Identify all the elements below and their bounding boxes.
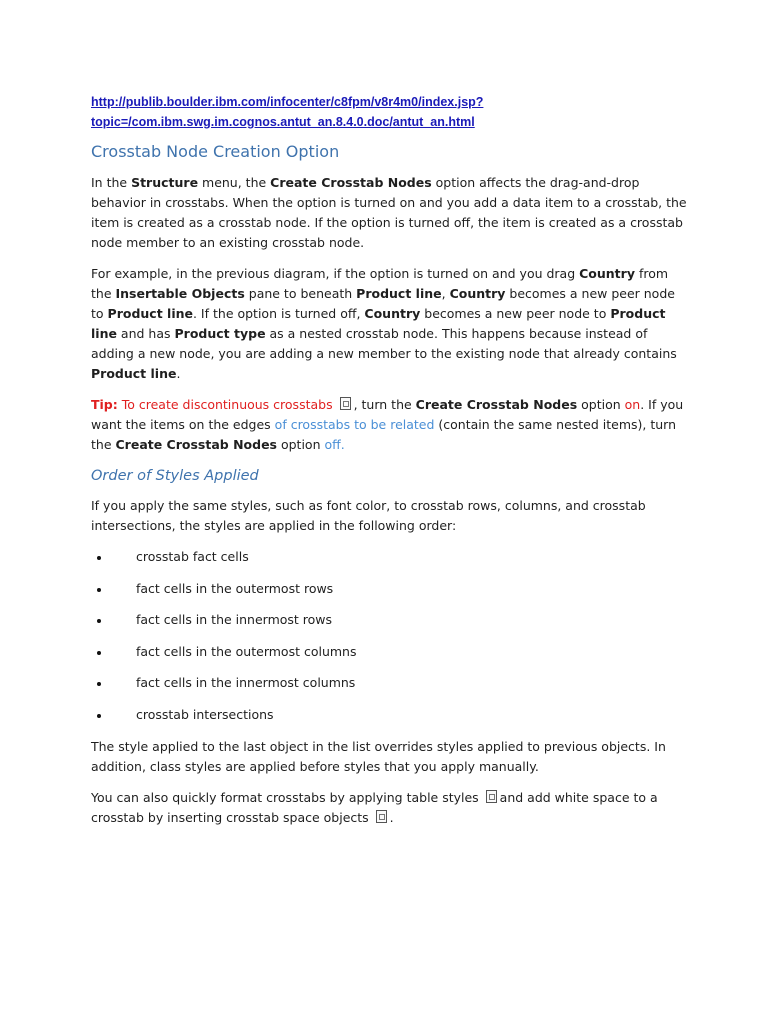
list-item-text: crosstab intersections	[136, 706, 274, 722]
bold-term: Create Crosstab Nodes	[270, 175, 432, 190]
paragraph-style-override: The style applied to the last object in the list overrides styles applied to previous objects. In addition, class styles are applied before styles that you apply manually.	[91, 738, 666, 774]
list-item-text: fact cells in the outermost rows	[136, 580, 334, 596]
bold-term: Product line	[91, 306, 666, 341]
text: option affects the drag-and-drop behavior in crosstabs. When the option is turned on and you add a data item to a crosstab, the item is created as a crosstab node. If the option is turned off, the item is created as a crosstab node member to an existing crosstab node.	[91, 175, 687, 250]
text: In the	[91, 175, 132, 190]
bold-term: Product line	[91, 366, 177, 381]
list-item	[91, 610, 691, 630]
text: . If you want the items on the edges	[91, 397, 684, 432]
section-title-order-of-styles: Order of Styles Applied	[91, 468, 259, 484]
section-title-crosstab-node: Crosstab Node Creation Option	[91, 142, 340, 161]
text: becomes a new peer node to	[420, 306, 611, 321]
crosstab-space-icon	[376, 810, 387, 823]
text: , turn the	[353, 397, 416, 412]
reference-link-line-1[interactable]: http://publib.boulder.ibm.com/infocenter/c8fpm/v8r4m0/index.jsp?	[91, 95, 484, 109]
styles-order-list	[91, 547, 691, 725]
text: from the	[91, 266, 669, 301]
bold-term: Product line	[356, 286, 442, 301]
text: and add white space to a crosstab by inserting crosstab space objects	[91, 789, 658, 825]
text: as a nested crosstab node. This happens because instead of adding a new node, you are adding a new member to the existing node that already contains	[91, 326, 677, 361]
text: ,	[441, 286, 450, 301]
text: . If the option is turned off,	[192, 306, 365, 321]
text: becomes a new peer node to	[91, 286, 675, 321]
list-item	[91, 642, 691, 662]
option-on-text: on	[624, 397, 641, 412]
paragraph-tip	[91, 395, 691, 455]
discontinuous-crosstabs-link[interactable]: To create discontinuous crosstabs	[121, 397, 333, 412]
list-item-text: crosstab fact cells	[136, 549, 249, 564]
table-styles-icon	[486, 790, 497, 803]
text: menu, the	[198, 175, 271, 190]
text: (contain the same nested items), turn the	[91, 417, 677, 452]
bold-term: Create Crosstab Nodes	[115, 437, 277, 452]
bold-term: Country	[449, 286, 506, 301]
bold-term: Country	[364, 306, 421, 321]
list-item-text: fact cells in the innermost rows	[136, 612, 333, 628]
crosstab-icon	[340, 397, 351, 410]
bullet-icon	[97, 714, 101, 718]
list-item	[91, 673, 691, 693]
text: option	[277, 437, 325, 452]
list-item	[91, 579, 691, 599]
bold-term: Structure	[131, 175, 199, 190]
bold-term: Country	[579, 266, 635, 281]
tip-label: Tip:	[91, 397, 118, 412]
document-content	[91, 92, 691, 839]
bullet-icon	[97, 588, 101, 592]
text: You can also quickly format crosstabs by applying table styles	[91, 789, 483, 805]
bold-term: Insertable Objects	[115, 286, 245, 301]
text: option	[577, 397, 625, 412]
list-item	[91, 547, 691, 567]
paragraph-quick-format	[91, 788, 691, 828]
paragraph-styles-intro: If you apply the same styles, such as font color, to crosstab rows, columns, and crosstab intersections, the styles are applied in the following order:	[91, 498, 646, 533]
bullet-icon	[97, 619, 101, 623]
paragraph-structure-menu	[91, 173, 691, 253]
related-crosstabs-link[interactable]: of crosstabs to be related	[274, 417, 435, 432]
bullet-icon	[97, 556, 101, 560]
text: pane to beneath	[244, 286, 357, 301]
text: .	[176, 366, 181, 381]
text: and has	[116, 326, 175, 341]
text: For example, in the previous diagram, if the option is turned on and you drag	[91, 266, 580, 281]
bold-term: Product line	[107, 306, 193, 321]
bullet-icon	[97, 682, 101, 686]
reference-link[interactable]	[91, 92, 691, 132]
list-item-text: fact cells in the innermost columns	[136, 675, 356, 691]
bold-term: Product type	[174, 326, 266, 341]
option-off-text: off.	[324, 437, 345, 452]
bullet-icon	[97, 651, 101, 655]
text: .	[389, 809, 394, 825]
list-item-text: fact cells in the outermost columns	[136, 643, 357, 659]
list-item	[91, 705, 691, 725]
reference-link-line-2[interactable]: topic=/com.ibm.swg.im.cognos.antut_an.8.4.0.doc/antut_an.html	[91, 115, 475, 129]
bold-term: Create Crosstab Nodes	[415, 397, 578, 412]
paragraph-example	[91, 264, 691, 384]
